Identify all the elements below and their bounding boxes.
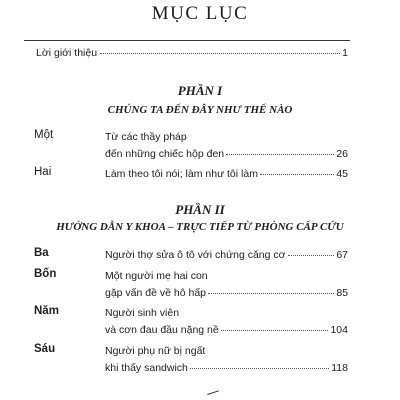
chapter-label: Sáu (34, 343, 56, 355)
chapter-title-line: khi thấy sandwich (105, 362, 188, 374)
toc-entry-label: Lời giới thiệu (36, 47, 98, 59)
dot-leader (221, 330, 329, 331)
chapter-label: Một (34, 129, 54, 141)
toc-entry-chapter-5-line-1[interactable] (105, 307, 348, 319)
chapter-title-line: gặp vấn đề về hô hấp (105, 287, 207, 299)
toc-page-number: 118 (331, 362, 348, 374)
toc-entry-chapter-4-line-1[interactable] (105, 270, 348, 282)
toc-page-number: 1 (342, 47, 348, 59)
dot-leader (100, 53, 340, 54)
chapter-title-line: Người thợ sửa ô tô với chứng căng cơ (105, 249, 286, 261)
toc-entry-chapter-4-line-2[interactable] (105, 287, 348, 299)
toc-entry-chapter-6-line-2[interactable] (105, 362, 348, 374)
part-1-title: CHÚNG TA ĐẾN ĐÂY NHƯ THẾ NÀO (107, 104, 293, 116)
title-divider (24, 40, 350, 41)
dot-leader (226, 154, 334, 155)
toc-entry-chapter-2[interactable] (105, 168, 348, 180)
dot-leader (208, 293, 334, 294)
chapter-title-line: đến những chiếc hộp đen (105, 148, 225, 160)
dot-leader (190, 368, 329, 369)
toc-entry-chapter-3[interactable] (105, 249, 348, 261)
part-1-label: PHẦN I (177, 83, 223, 98)
page-title: MỤC LỤC (151, 3, 249, 24)
part-2-title: HƯỚNG DẪN Y KHOA – TRỰC TIẾP TỪ PHÒNG CẤP CỨU (56, 221, 344, 233)
chapter-label: Bốn (34, 268, 57, 280)
toc-entry-chapter-1-line-2[interactable] (105, 148, 348, 160)
chapter-title-line: Người phụ nữ bị ngất (105, 345, 206, 357)
dot-leader (260, 174, 334, 175)
toc-entry-chapter-1-line-1[interactable] (105, 131, 348, 143)
toc-page-number: 104 (330, 324, 348, 336)
chapter-title-line: và cơn đau đầu nặng nề (105, 324, 219, 336)
toc-entry-chapter-5-line-2[interactable] (105, 324, 348, 336)
toc-page-number: 26 (336, 148, 348, 160)
toc-page-number: 85 (336, 287, 348, 299)
chapter-title-line: Từ các thầy pháp (105, 131, 187, 143)
chapter-title-line: Làm theo tôi nói; làm như tôi làm (105, 168, 258, 180)
chapter-title-line: Một người mẹ hai con (105, 270, 208, 282)
cropped-text-fragment (207, 390, 221, 400)
part-2-label: PHẦN II (175, 202, 225, 217)
toc-page-number: 45 (336, 168, 348, 180)
toc-entry-chapter-6-line-1[interactable] (105, 345, 348, 357)
chapter-title-line: Người sinh viên (105, 307, 180, 319)
dot-leader (288, 255, 335, 256)
chapter-label: Hai (34, 166, 52, 178)
toc-page-number: 67 (336, 249, 348, 261)
chapter-label: Ba (34, 247, 49, 259)
chapter-label: Năm (34, 305, 59, 317)
toc-entry-intro[interactable] (36, 47, 348, 59)
